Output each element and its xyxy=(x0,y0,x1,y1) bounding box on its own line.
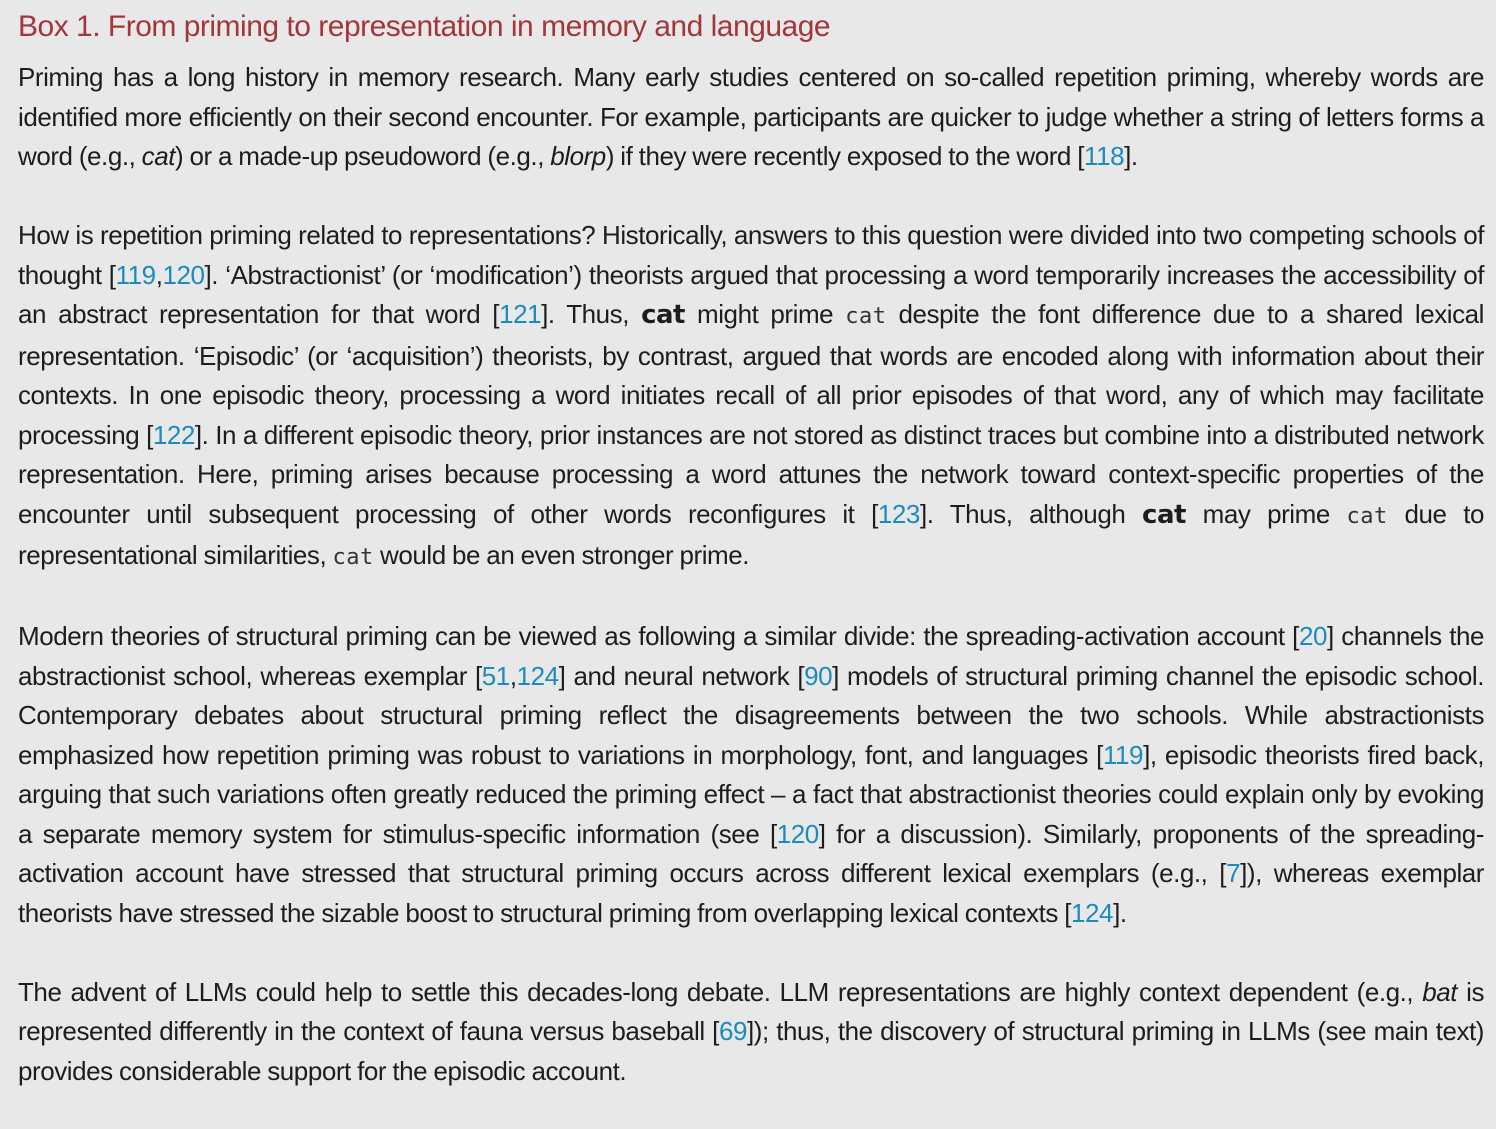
citation-link[interactable]: 124 xyxy=(1071,897,1114,928)
mono-term: cat xyxy=(1346,503,1388,529)
citation-link[interactable]: 7 xyxy=(1226,858,1241,888)
text: due to representational similarities, xyxy=(18,498,1484,570)
text: may prime xyxy=(1185,498,1347,529)
bold-term: cat xyxy=(1142,499,1186,530)
italic-term: cat xyxy=(141,141,175,171)
paragraph-3 xyxy=(18,617,1484,933)
citation-link[interactable]: 122 xyxy=(152,419,195,450)
citation-link[interactable]: 120 xyxy=(162,259,205,290)
text: ] for a discussion). Similarly, proponents of the spreading-activation account have stressed that structural priming occurs across different lexical exemplars (e.g., [ xyxy=(18,818,1484,888)
text: , xyxy=(509,660,517,691)
text: would be an even stronger prime. xyxy=(373,540,750,570)
citation-link[interactable]: 119 xyxy=(1102,739,1144,770)
text: ]. xyxy=(1124,141,1138,171)
bold-term: cat xyxy=(641,300,685,330)
citation-link[interactable]: 20 xyxy=(1298,621,1327,651)
italic-term: bat xyxy=(1422,976,1458,1007)
text: Priming has a long history in memory research. Many early studies centered on so-called repetition priming, whereby words are identified more efficiently on their second encounter. For example, participants are quicker to judge whether a string of letters forms a word (e.g., xyxy=(18,62,1484,171)
text: ]), whereas exemplar theorists have stressed the sizable boost to structural priming from overlapping lexical contexts [ xyxy=(18,858,1484,928)
citation-link[interactable]: 69 xyxy=(718,1016,747,1046)
citation-link[interactable]: 118 xyxy=(1084,141,1125,171)
text: ]. Thus, although xyxy=(919,498,1143,529)
text: ] models of structural priming channel the episodic school. Contemporary debates about structural priming reflect the disagreements between the two schools. While abstractionists emphasized how repetition priming was robust to variations in morphology, font, and languages [ xyxy=(18,660,1485,770)
text: ]); thus, the discovery of structural priming in LLMs (see main text) provides considerable support for the episodic account. xyxy=(18,1016,1484,1086)
text: ]. ‘Abstractionist’ (or ‘modification’) theorists argued that processing a word temporarily increases the accessibility of an abstract representation for that word [ xyxy=(18,259,1484,329)
text: ] and neural network [ xyxy=(558,660,805,691)
citation-link[interactable]: 51 xyxy=(481,660,510,691)
mono-term: cat xyxy=(332,545,374,570)
text: ) if they were recently exposed to the word [ xyxy=(605,141,1084,171)
citation-link[interactable]: 119 xyxy=(115,259,156,290)
text: ]. Thus, xyxy=(541,299,642,329)
text: ] channels the abstractionist school, whereas exemplar [ xyxy=(18,621,1485,691)
citation-link[interactable]: 120 xyxy=(776,818,819,849)
citation-link[interactable]: 90 xyxy=(804,660,833,691)
text: The advent of LLMs could help to settle this decades-long debate. LLM representations are highly context dependent (e.g., xyxy=(18,976,1423,1007)
text: is represented differently in the context of fauna versus baseball [ xyxy=(18,976,1484,1046)
paragraph-2 xyxy=(18,216,1484,578)
citation-link[interactable]: 124 xyxy=(516,660,559,691)
text: ) or a made-up pseudoword (e.g., xyxy=(175,141,551,171)
citation-link[interactable]: 123 xyxy=(877,498,920,529)
italic-term: blorp xyxy=(550,141,606,171)
paragraph-4 xyxy=(18,973,1484,1092)
box-title: Box 1. From priming to representation in memory and language xyxy=(18,10,831,43)
paragraph-1 xyxy=(18,58,1484,177)
text: despite the font difference due to a shared lexical representation. ‘Episodic’ (or ‘acquisition’) theorists, by contrast, argued that words are encoded along with information about their contexts. In one episodic theory, processing a word initiates recall of all prior episodes of that word, any of which may facilitate processing [ xyxy=(18,299,1484,450)
mono-term: cat xyxy=(845,304,887,329)
text: ], episodic theorists fired back, arguing that such variations often greatly reduced the priming effect – a fact that abstractionist theories could explain only by evoking a separate memory system for stimulus-specific information (see [ xyxy=(18,739,1484,849)
text: , xyxy=(155,259,163,290)
text: ]. In a different episodic theory, prior instances are not stored as distinct traces but combine into a distributed network representation. Here, priming arises because processing a word attunes the network toward context-specific properties of the encounter until subsequent processing of other words reconfigures it [ xyxy=(18,419,1484,529)
text: ]. xyxy=(1113,897,1127,928)
text: might prime xyxy=(684,299,846,329)
text: Modern theories of structural priming can be viewed as following a similar divide: the spreading-activation account [ xyxy=(18,621,1299,651)
text: How is repetition priming related to representations? Historically, answers to this question were divided into two competing schools of thought [ xyxy=(18,220,1484,290)
citation-link[interactable]: 121 xyxy=(499,299,542,329)
